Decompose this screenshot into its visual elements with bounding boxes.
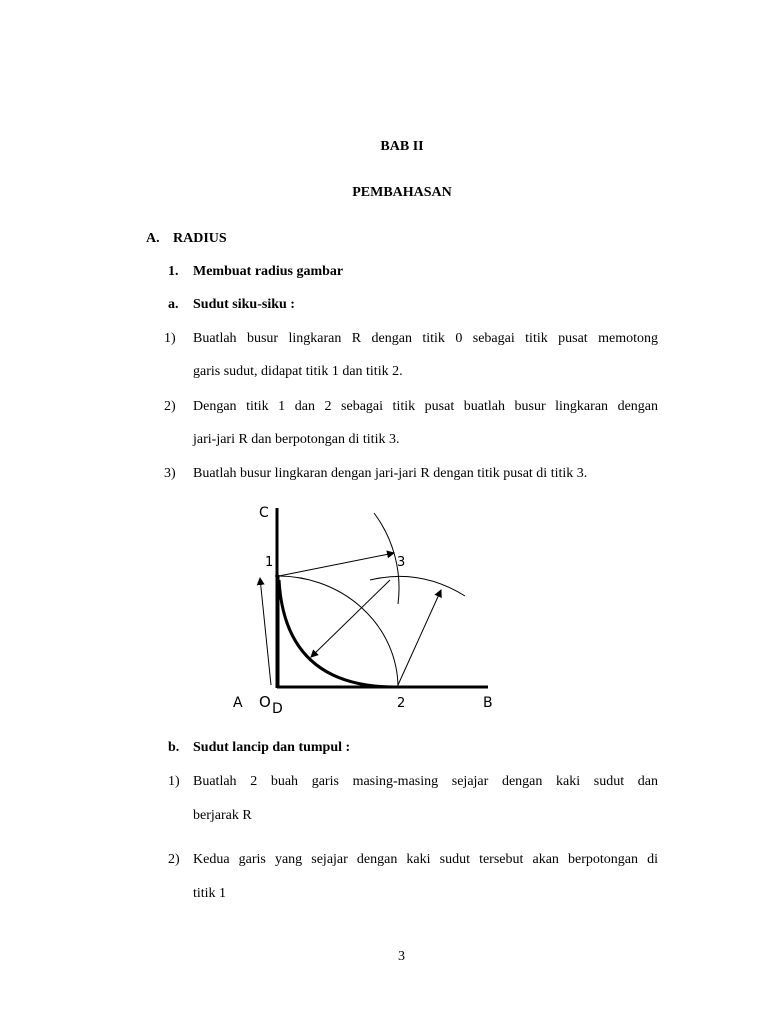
subheading-1-text: Membuat radius gambar bbox=[193, 264, 344, 279]
label-3: 3 bbox=[397, 555, 406, 570]
label-b: B bbox=[483, 695, 493, 711]
subheading-a-marker: a. bbox=[168, 297, 179, 312]
page-number: 3 bbox=[398, 949, 405, 964]
step-b2-marker: 2) bbox=[168, 852, 180, 867]
section-title: PEMBAHASAN bbox=[352, 185, 452, 200]
label-c: C bbox=[259, 505, 269, 521]
step-a3-line1: Buatlah busur lingkaran dengan jari-jari R dengan titik pusat di titik 3. bbox=[193, 466, 588, 481]
heading-a-marker: A. bbox=[146, 231, 160, 246]
step-a2-line1: Dengan titik 1 dan 2 sebagai titik pusat buatlah busur lingkaran dengan bbox=[193, 399, 658, 414]
step-a1-line2: garis sudut, didapat titik 1 dan titik 2. bbox=[193, 364, 403, 379]
chapter-title: BAB II bbox=[380, 139, 424, 154]
label-2: 2 bbox=[397, 696, 406, 711]
arrow-3-to-arc bbox=[311, 580, 390, 657]
label-1: 1 bbox=[265, 555, 274, 570]
step-a3-marker: 3) bbox=[164, 466, 176, 481]
heading-a-text: RADIUS bbox=[173, 231, 227, 246]
label-a: A bbox=[233, 695, 243, 711]
step-b1-line2: berjarak R bbox=[193, 808, 252, 823]
step-b2-line2: titik 1 bbox=[193, 886, 227, 901]
step-b2-line1: Kedua garis yang sejajar dengan kaki sudut tersebut akan berpotongan di bbox=[193, 852, 658, 867]
step-a1-line1: Buatlah busur lingkaran R dengan titik 0 sebagai titik pusat memotong bbox=[193, 331, 658, 346]
step-a2-marker: 2) bbox=[164, 399, 176, 414]
arrow-1-to-3 bbox=[279, 553, 394, 576]
label-d: D bbox=[272, 701, 283, 717]
subheading-a-text: Sudut siku-siku : bbox=[193, 297, 295, 312]
step-a2-line2: jari-jari R dan berpotongan di titik 3. bbox=[193, 432, 400, 447]
subheading-1-marker: 1. bbox=[168, 264, 179, 279]
step-a1-marker: 1) bbox=[164, 331, 176, 346]
step-b1-marker: 1) bbox=[168, 774, 180, 789]
arc-center-1 bbox=[374, 513, 399, 604]
subheading-b-marker: b. bbox=[168, 740, 180, 755]
subheading-b-text: Sudut lancip dan tumpul : bbox=[193, 740, 351, 755]
arrow-2-to-3 bbox=[398, 590, 441, 685]
radius-construction-figure bbox=[225, 495, 505, 720]
label-o: O bbox=[259, 693, 271, 711]
step-b1-line1: Buatlah 2 buah garis masing-masing sejajar dengan kaki sudut dan bbox=[193, 774, 658, 789]
result-radius-arc bbox=[279, 580, 397, 687]
arrow-o-to-1 bbox=[260, 578, 271, 685]
